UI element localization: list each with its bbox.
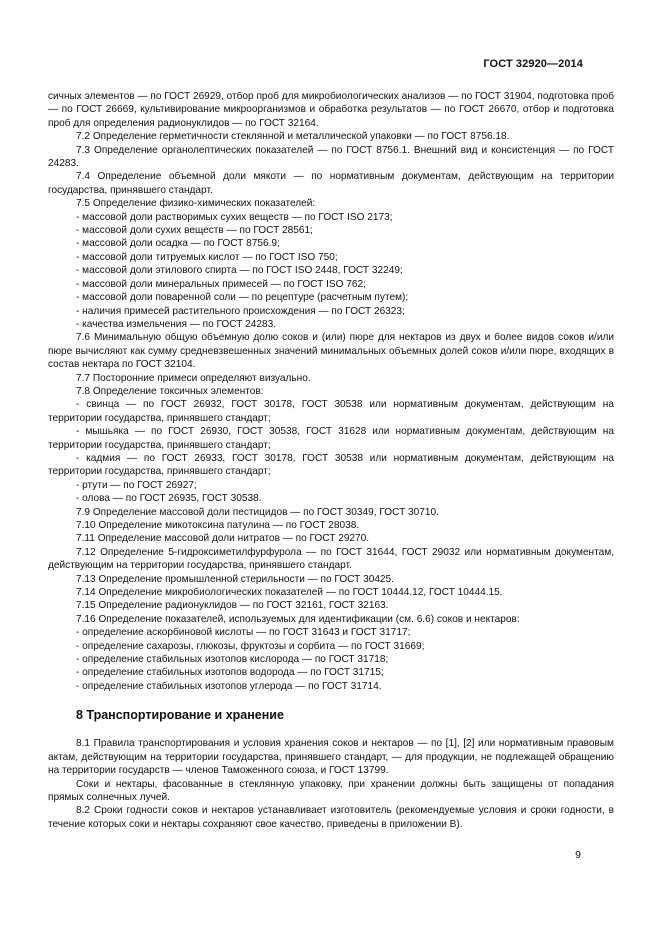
list-item: - определение стабильных изотопов углерода — по ГОСТ 31714. [76,680,382,692]
list-item: - массовой доли этилового спирта — по ГОСТ ISO 2448, ГОСТ 32249; [76,265,403,277]
list-item: - массовой доли поваренной соли — по рецептуре (расчетным путем); [76,292,409,304]
list-item: - массовой доли растворимых сухих веществ — по ГОСТ ISO 2173; [76,211,393,223]
list-item: - массовой доли сухих веществ — по ГОСТ 28561; [76,225,313,237]
clause-7-11: 7.11 Определение массовой доли нитратов — по ГОСТ 29270. [76,533,370,545]
clause-8-2: 8.2 Сроки годности соков и нектаров устанавливает изготовитель (рекомендуемые условия и сроки годности, в течение которых соки и нектары сохраняют свое качество, приведены в приложении В). [48,805,614,830]
list-item: - кадмия — по ГОСТ 26933, ГОСТ 30178, ГОСТ 30538 или нормативным документам, действующим на территории государства, принявшего стандарт; [48,452,614,478]
list-item: - ртути — по ГОСТ 26927; [76,479,197,491]
list-item: - олова — по ГОСТ 26935, ГОСТ 30538. [76,493,262,505]
clause-8-1: 8.1 Правила транспортирования и условия хранения соков и нектаров — по [1], [2] или нормативным правовым актам, действующим на территории государства, принявшего стандарт, — для продукции, не подлежащей обращению на территории государств — членов Таможенного союза, и ГОСТ 13799. [48,738,614,777]
paragraph-storage-glass: Соки и нектары, фасованные в стеклянную упаковку, при хранении должны быть защищены от попадания прямых солнечных лучей. [48,778,614,803]
list-item: - массовой доли минеральных примесей — по ГОСТ ISO 762; [76,278,366,290]
list-item: - наличия примесей растительного происхождения — по ГОСТ 26323; [76,305,405,317]
list-item: - определение сахарозы, глюкозы, фруктозы и сорбита — по ГОСТ 31669; [76,640,425,652]
clause-7-16: 7.16 Определение показателей, используемых для идентификации (см. 6.6) соков и нектаров: [76,613,520,625]
clause-7-4: 7.4 Определение объемной доли мякоти — по нормативным документам, действующим на территории государства, принявшего стандарт. [48,171,614,196]
clause-7-9: 7.9 Определение массовой доли пестицидов — по ГОСТ 30349, ГОСТ 30710. [76,506,439,518]
list-item: - определение стабильных изотопов кислорода — по ГОСТ 31718; [76,654,389,666]
section-8-heading: 8 Транспортирование и хранение [76,708,284,723]
list-item: - качества измельчения — по ГОСТ 24283. [76,318,277,330]
clause-7-2: 7.2 Определение герметичности стеклянной и металлической упаковки — по ГОСТ 8756.18. [76,131,510,143]
page-number: 9 [575,849,581,861]
clause-7-8: 7.8 Определение токсичных элементов: [76,385,264,397]
clause-7-13: 7.13 Определение промышленной стерильности — по ГОСТ 30425. [76,573,394,585]
list-item: - определение стабильных изотопов водорода — по ГОСТ 31715; [76,667,384,679]
clause-7-12: 7.12 Определение 5-гидроксиметилфурфурола — по ГОСТ 31644, ГОСТ 29032 или нормативным документам, действующим на территории государства, принявшего стандарт. [48,546,614,572]
list-item: - определение аскорбиновой кислоты — по ГОСТ 31643 и ГОСТ 31717; [76,627,411,639]
list-item: - мышьяка — по ГОСТ 26930, ГОСТ 30538, ГОСТ 31628 или нормативным документам, действующим на территории государства, принявшего стандарт; [48,426,614,451]
clause-7-10: 7.10 Определение микотоксина патулина — по ГОСТ 28038. [76,520,360,531]
document-body [48,90,614,831]
clause-7-15: 7.15 Определение радионуклидов — по ГОСТ 32161, ГОСТ 32163. [76,600,389,612]
clause-7-7: 7.7 Посторонние примеси определяют визуально. [76,372,311,384]
clause-7-6: 7.6 Минимальную общую объемную долю соков и (или) пюре для нектаров из двух и более видов соков и/или пюре вычисляют как сумму средневзвешенных значений минимальных объемных долей соков и/или пюре, входящих в состав нектара по ГОСТ 32104. [48,332,614,371]
list-item: - массовой доли титруемых кислот — по ГОСТ ISO 750; [76,251,338,263]
list-item: - свинца — по ГОСТ 26932, ГОСТ 30178, ГОСТ 30538 или нормативным документам, действующим на территории государства, принявшего стандарт; [48,399,614,424]
document-code-header: ГОСТ 32920—2014 [483,58,583,70]
clause-7-3: 7.3 Определение органолептических показателей — по ГОСТ 8756.1. Внешний вид и консистенция — по ГОСТ 24283. [48,144,614,170]
clause-7-14: 7.14 Определение микробиологических показателей — по ГОСТ 10444.12, ГОСТ 10444.15. [76,587,503,599]
list-item: - массовой доли осадка — по ГОСТ 8756.9; [76,238,280,250]
clause-7-5: 7.5 Определение физико-химических показателей: [76,198,316,210]
paragraph-continuation: сичных элементов — по ГОСТ 26929, отбор проб для микробиологических анализов — по ГОСТ 31904, подготовка проб — по ГОСТ 26669, культивирование микроорганизмов и обработка результатов — по ГОСТ 26670, отбор и подготовка проб для определения радионуклидов — по ГОСТ 32164. [48,91,614,129]
